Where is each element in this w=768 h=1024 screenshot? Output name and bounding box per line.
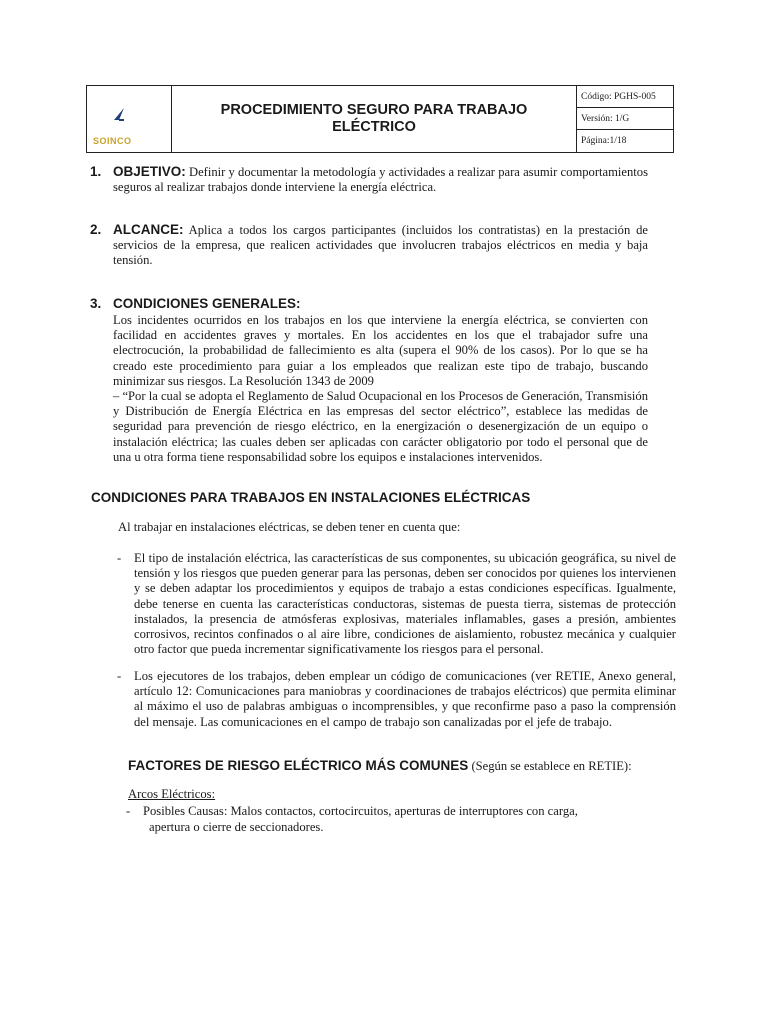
section-note-factores: (Según se establece en RETIE):: [471, 759, 632, 773]
logo-text: SOINCO: [93, 136, 132, 146]
section-label-condiciones: CONDICIONES GENERALES:: [113, 296, 301, 311]
section-condiciones-para2: – “Por la cual se adopta el Reglamento de Salud Ocupacional en los Procesos de Generación, Transmisión y Distribución de Energía Eléctrica en las empresas del sector eléctrico”, establece las medidas de seguridad para prevención de riesgo eléctrico, en la energización o desenergización de un equipo o instalación eléctrica; las cuales deben ser aplicadas con carácter obligatorio por todo el personal que de una u otra forma tiene responsabilidad sobre los equipos e instalaciones intervenidos.: [113, 389, 648, 464]
arcos-causes-text: Malos contactos, cortocircuitos, aperturas de interruptores con carga,: [230, 804, 578, 818]
instalaciones-bullet-2: Los ejecutores de los trabajos, deben emplear un código de comunicaciones (ver RETIE, Anexo general, artículo 12: Comunicaciones para maniobras y coordinaciones de trabajos eléctricos) que permita eliminar al máximo el uso de palabras ambiguas o incomprensibles, y que reconfirme paso a paso la comprensión del mensaje. Las comunicaciones en el campo de trabajo son canalizadas por el jefe de trabajo.: [134, 669, 676, 729]
section-objetivo: [113, 164, 648, 195]
section-number-alcance: 2.: [90, 222, 102, 237]
document-title-cell: [172, 86, 577, 152]
document-title: PROCEDIMIENTO SEGURO PARA TRABAJO ELÉCTRICO: [220, 102, 528, 135]
section-alcance: [113, 222, 648, 269]
document-code: Código: PGHS-005: [577, 86, 673, 108]
arcos-causes-label: Posibles Causas:: [143, 804, 228, 818]
section-text-objetivo: Definir y documentar la metodología y actividades a realizar para asumir comportamientos seguros al realizar trabajos donde interviene la energía eléctrica.: [113, 165, 648, 195]
section-title-instalaciones: CONDICIONES PARA TRABAJOS EN INSTALACIONES ELÉCTRICAS: [91, 490, 531, 505]
section-number-condiciones: 3.: [90, 296, 102, 311]
document-version: Versión: 1/G: [577, 108, 673, 130]
instalaciones-bullet-1: El tipo de instalación eléctrica, las características de sus componentes, su ubicación geográfica, su nivel de tensión y los riesgos que pueden generar para las personas, deben ser conocidos por quienes los intervienen y se deben adaptar los procedimientos y equipos de trabajo a estas condiciones específicas. Igualmente, debe tenerse en cuenta las características conductoras, sistemas de puesta tierra, sistemas de protección instalados, la presencia de atmósferas explosivas, materiales inflamables, gases a presión, ambientes corrosivos, recintos confinados o al aire libre, condiciones de aislamiento, robustez mecánica y cualquier otro factor que pueda incrementar significativamente los riesgos para el personal.: [134, 551, 676, 657]
section-label-objetivo: OBJETIVO:: [113, 164, 186, 179]
section-number-objetivo: 1.: [90, 164, 102, 179]
company-logo-icon: [114, 108, 126, 122]
bullet-dash: -: [126, 804, 131, 818]
logo-cell: [87, 86, 172, 152]
instalaciones-intro: Al trabajar en instalaciones eléctricas, se deben tener en cuenta que:: [118, 520, 461, 534]
arcos-causes: [143, 804, 683, 819]
section-factores-heading: [128, 758, 688, 774]
subsection-arcos: Arcos Eléctricos:: [128, 787, 216, 801]
arcos-causes-cont: apertura o cierre de seccionadores.: [149, 820, 324, 834]
document-page: Página:1/18: [581, 136, 627, 146]
section-condiciones-para1: Los incidentes ocurridos en los trabajos en los que interviene la energía eléctrica, se convierten con facilidad en accidentes graves y mortales. En los accidentes en los que el trabajador sufre una electrocución, la probabilidad de fallecimiento es alta (supera el 90% de los casos). Por lo que se ha creado este procedimiento para guiar a los empleados que realizan este tipo de trabajo, buscando minimizar sus riesgos. La Resolución 1343 de 2009: [113, 313, 648, 388]
section-label-alcance: ALCANCE:: [113, 222, 184, 237]
section-text-alcance: Aplica a todos los cargos participantes (incluidos los contratistas) en la prestación de servicios de la empresa, que realicen actividades que involucren trabajos eléctricos en media y baja tensión.: [113, 223, 648, 268]
section-title-factores: FACTORES DE RIESGO ELÉCTRICO MÁS COMUNES: [128, 758, 469, 773]
bullet-dash: -: [117, 669, 122, 683]
document-header: [86, 85, 674, 153]
bullet-dash: -: [117, 551, 122, 565]
